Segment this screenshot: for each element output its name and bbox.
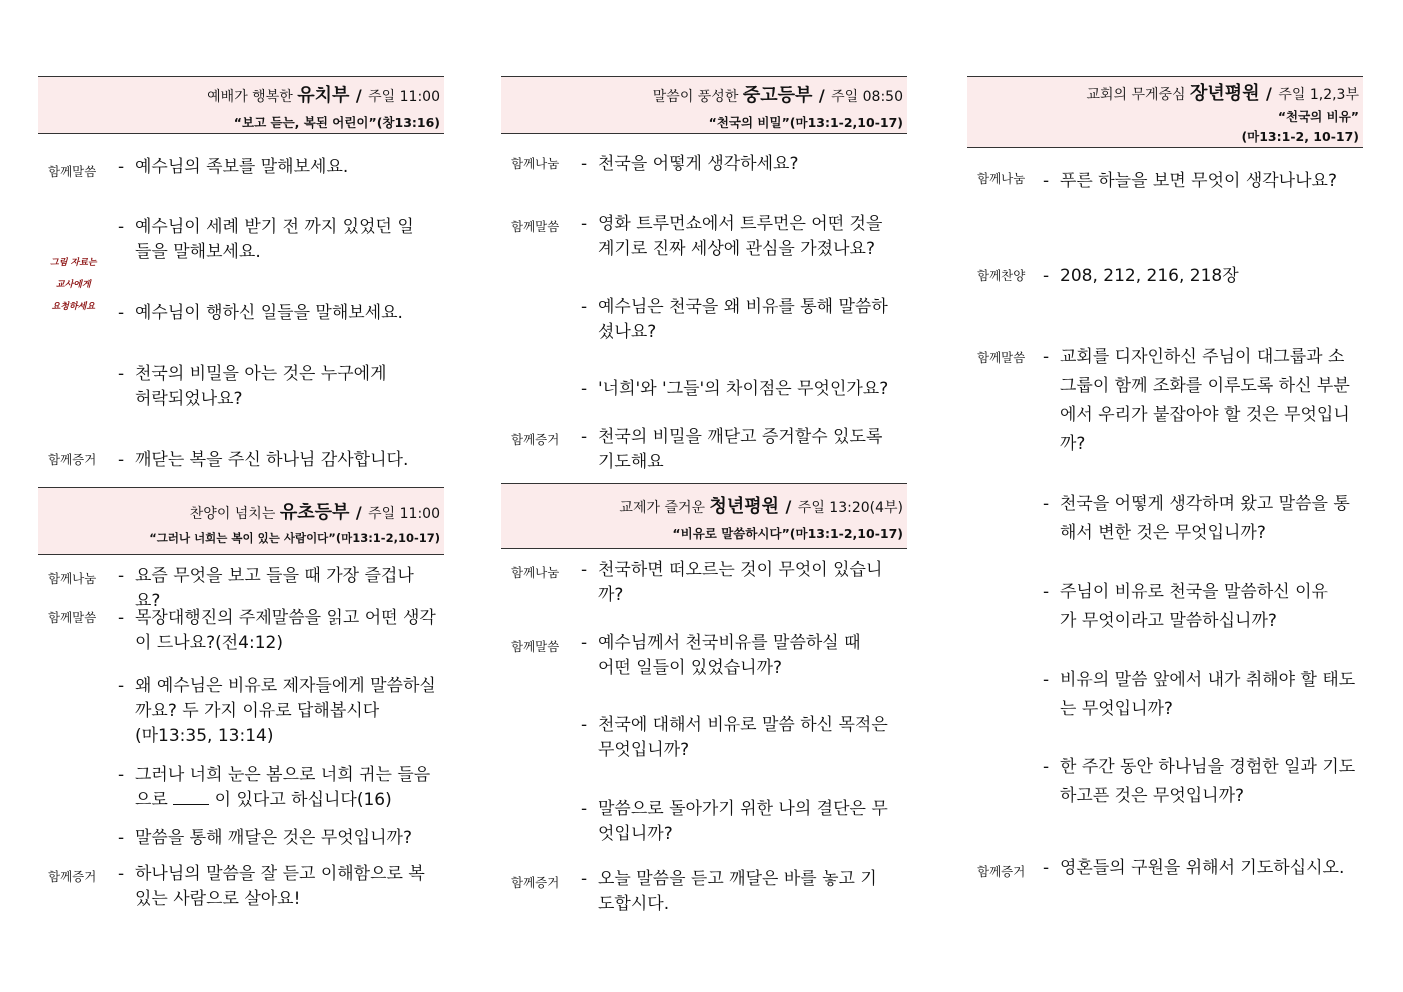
youngadult-item-2: - 천국에 대해서 비유로 말씀 하신 목적은 무엇입니까? — [581, 715, 888, 760]
adult-item-5: - 한 주간 동안 하나님을 경험한 일과 기도하고픈 것은 무엇입니까? — [1043, 757, 1356, 806]
elementary-section — [38, 487, 444, 927]
youngadult-label-word: 함께말씀 — [511, 639, 560, 654]
middlehigh-time: 주일 08:50 — [831, 89, 903, 105]
middlehigh-item-1: - 영화 트루먼쇼에서 트루먼은 어떤 것을 계기로 진짜 세상에 관심을 가졌나요? — [581, 214, 883, 259]
middlehigh-header — [501, 76, 907, 134]
youngadult-share: - 천국하면 떠오르는 것이 무엇이 있습니까? — [581, 560, 883, 605]
adult-prefix: 교회의 무게중심 — [1086, 87, 1186, 103]
kindergarten-section — [38, 76, 444, 476]
elementary-label-share: 함께나눔 — [48, 571, 97, 586]
elementary-title-line — [42, 488, 440, 524]
middlehigh-title-line — [505, 77, 903, 107]
kindergarten-item-3: - 예수님이 행하신 일들을 말해보세요. — [118, 303, 403, 323]
youngadult-title-line — [505, 484, 903, 518]
middlehigh-item-3: - '너희'와 '그들'의 차이점은 무엇인가요? — [581, 379, 889, 399]
kindergarten-item-4: - 천국의 비밀을 아는 것은 누구에게 허락되었나요? — [118, 364, 387, 409]
elementary-item-4: - 말씀을 통해 깨달은 것은 무엇입니까? — [118, 828, 412, 848]
adult-label-witness: 함께증거 — [977, 864, 1026, 879]
adult-dept-name: 장년평원 — [1190, 83, 1260, 104]
youngadult-time: 주일 13:20(4부) — [797, 500, 903, 516]
adult-label-word: 함께말씀 — [977, 350, 1026, 365]
elementary-witness: - 하나님의 말씀을 잘 듣고 이해함으로 복있는 사람으로 살아요! — [118, 864, 425, 909]
fill-in-blank — [173, 790, 209, 805]
elementary-label-word: 함께말씀 — [48, 610, 97, 625]
adult-separator: / — [1266, 84, 1272, 103]
middlehigh-dept-name: 중고등부 — [742, 85, 813, 106]
middlehigh-witness: - 천국의 비밀을 깨닫고 증거할수 있도록 기도해요 — [581, 427, 883, 472]
adult-time: 주일 1,2,3부 — [1278, 87, 1359, 103]
adult-theme: “천국의 비유” — [1277, 109, 1359, 124]
adult-scripture-ref: (마13:1-2, 10-17) — [1241, 129, 1359, 144]
middlehigh-prefix: 말씀이 풍성한 — [652, 89, 739, 105]
middlehigh-section — [501, 76, 907, 484]
elementary-item-2: - 왜 예수님은 비유로 제자들에게 말씀하실까요? 두 가지 이유로 답해봅시다 (마13:35, 13:14) — [118, 674, 438, 749]
kindergarten-title-line — [42, 77, 440, 107]
adult-witness: - 영혼들의 구원을 위해서 기도하십시오. — [1043, 858, 1345, 878]
adult-label-praise: 함께찬양 — [977, 268, 1026, 283]
kindergarten-header — [38, 76, 444, 134]
elementary-dept-name: 유초등부 — [279, 502, 350, 523]
middlehigh-theme: “천국의 비밀”(마13:1-2,10-17) — [708, 115, 903, 130]
kindergarten-material-note: 그림 자료는 교사에게 요청하세요 — [50, 258, 97, 312]
elementary-item-2-ref: (마13:35, 13:14) — [135, 726, 274, 746]
adult-item-2: - 천국을 어떻게 생각하며 왔고 말씀을 통해서 변한 것은 무엇입니까? — [1043, 494, 1350, 543]
youngadult-label-witness: 함께증거 — [511, 875, 560, 890]
kindergarten-label-witness: 함께증거 — [48, 452, 97, 467]
middlehigh-label-share: 함께나눔 — [511, 156, 560, 171]
elementary-label-witness: 함께증거 — [48, 869, 97, 884]
middlehigh-label-word: 함께말씀 — [511, 219, 560, 234]
youngadult-item-1: - 예수님께서 천국비유를 말씀하실 때 어떤 일들이 있었습니까? — [581, 633, 861, 678]
youngadult-dept-name: 청년평원 — [709, 496, 780, 517]
youngadult-prefix: 교제가 즐거운 — [619, 500, 706, 516]
kindergarten-dept-name: 유치부 — [297, 85, 350, 106]
adult-title-line — [971, 77, 1359, 105]
adult-label-share: 함께나눔 — [977, 171, 1026, 186]
kindergarten-label-word: 함께말씀 — [48, 164, 97, 179]
kindergarten-item-1: - 예수님의 족보를 말해보세요. — [118, 157, 349, 177]
adult-section — [967, 76, 1363, 926]
middlehigh-label-witness: 함께증거 — [511, 432, 560, 447]
youngadult-section — [501, 483, 907, 933]
elementary-separator: / — [355, 503, 362, 522]
youngadult-separator: / — [785, 497, 792, 516]
youngadult-label-share: 함께나눔 — [511, 565, 560, 580]
adult-item-4: - 비유의 말씀 앞에서 내가 취해야 할 태도는 무엇입니까? — [1043, 670, 1356, 719]
kindergarten-prefix: 예배가 행복한 — [207, 89, 293, 105]
elementary-item-1: - 목장대행진의 주제말씀을 읽고 어떤 생각이 드나요?(전4:12) — [118, 608, 436, 653]
youngadult-theme: “비유로 말씀하시다”(마13:1-2,10-17) — [672, 526, 903, 541]
middlehigh-separator: / — [818, 86, 825, 105]
kindergarten-item-2: - 예수님이 세례 받기 전 까지 있었던 일들을 말해보세요. — [118, 217, 414, 262]
kindergarten-time: 주일 11:00 — [368, 89, 440, 105]
kindergarten-separator: / — [355, 86, 362, 105]
youngadult-item-3: - 말씀으로 돌아가기 위한 나의 결단은 무엇입니까? — [581, 799, 888, 844]
kindergarten-witness: - 깨닫는 복을 주신 하나님 감사합니다. — [118, 450, 409, 470]
elementary-theme: “그러나 너희는 복이 있는 사람이다”(마13:1-2,10-17) — [149, 531, 440, 545]
adult-share: - 푸른 하늘을 보면 무엇이 생각나나요? — [1043, 171, 1337, 191]
youngadult-witness: - 오늘 말씀을 듣고 깨달은 바를 놓고 기도합시다. — [581, 869, 877, 914]
youngadult-header — [501, 483, 907, 549]
elementary-time: 주일 11:00 — [368, 506, 440, 522]
elementary-prefix: 찬양이 넘치는 — [189, 506, 276, 522]
adult-praise: - 208, 212, 216, 218장 — [1043, 266, 1239, 286]
adult-header — [967, 76, 1363, 148]
adult-item-1: - 교회를 디자인하신 주님이 대그룹과 소그룹이 함께 조화를 이루도록 하신 부분에서 우리가 붙잡아야 할 것은 무엇입니까? — [1043, 347, 1350, 454]
kindergarten-theme: “보고 듣는, 복된 어린이”(창13:16) — [233, 115, 440, 130]
adult-item-3: - 주님이 비유로 천국을 말씀하신 이유가 무엇이라고 말씀하십니까? — [1043, 582, 1328, 631]
elementary-item-3: - 그러나 너희 눈은 봄으로 너희 귀는 들음으로 이 있다고 하십니다(16) — [118, 765, 431, 810]
elementary-share: - 요즘 무엇을 보고 들을 때 가장 즐겁나요? — [118, 566, 414, 611]
elementary-header — [38, 487, 444, 555]
middlehigh-share: - 천국을 어떻게 생각하세요? — [581, 154, 799, 174]
middlehigh-item-2: - 예수님은 천국을 왜 비유를 통해 말씀하셨나요? — [581, 297, 888, 342]
